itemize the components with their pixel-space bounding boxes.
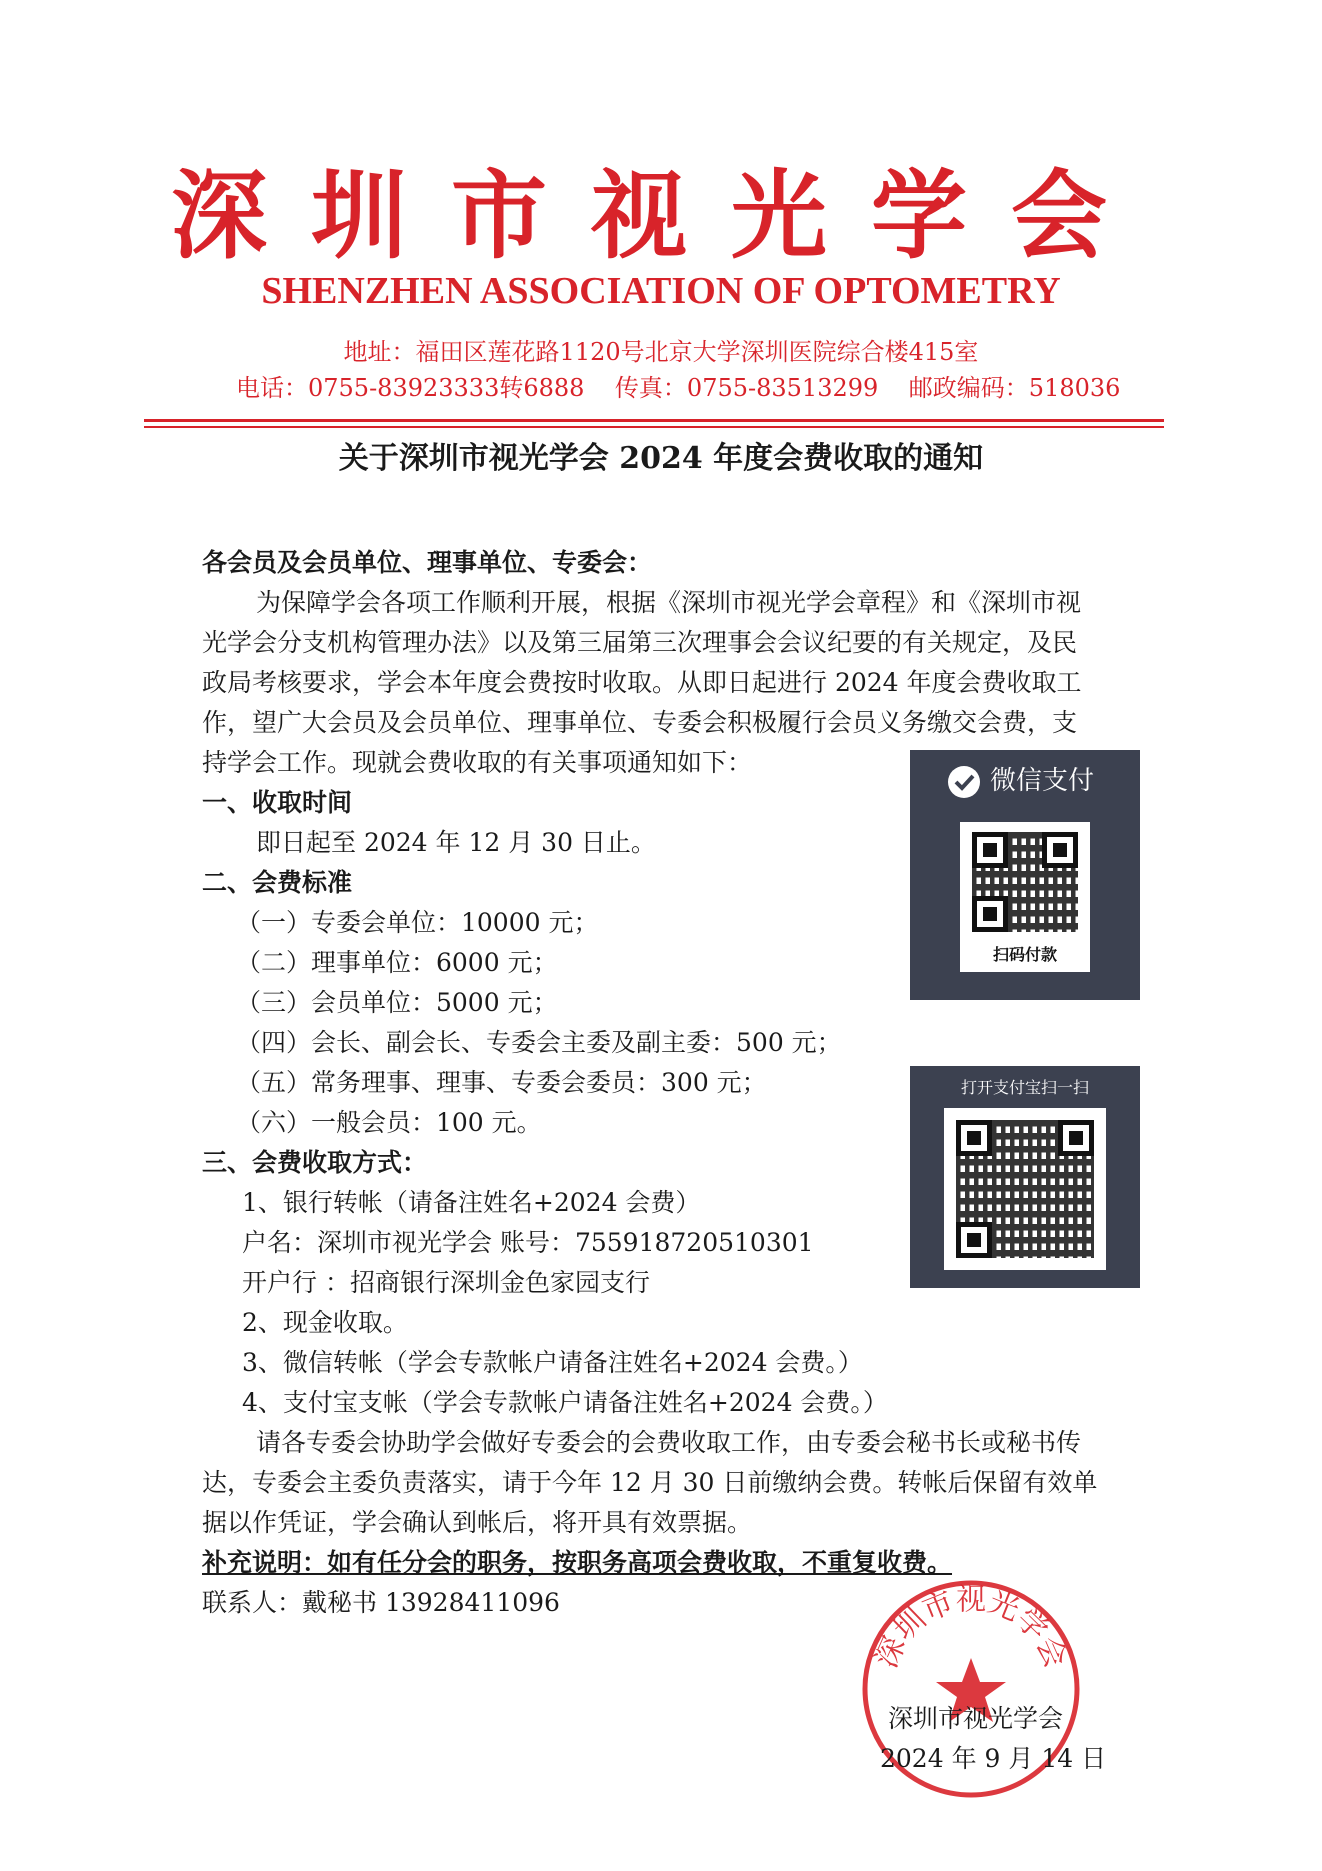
header-rule-thin <box>144 426 1164 428</box>
qr-finder <box>1042 832 1078 868</box>
method-alipay: 4、支付宝支帐（学会专款帐户请备注姓名+2024 会费。） <box>242 1388 888 1417</box>
section-heading-time: 一、收取时间 <box>202 788 353 817</box>
qr-finder <box>956 1120 992 1156</box>
intro-line: 为保障学会各项工作顺利开展，根据《深圳市视光学会章程》和《深圳市视 <box>256 588 1082 617</box>
collection-period: 即日起至 2024 年 12 月 30 日止。 <box>256 828 656 857</box>
signature-org: 深圳市视光学会 <box>888 1704 1064 1733</box>
alipay-header: 打开支付宝扫一扫 <box>960 1078 1089 1097</box>
qr-finder <box>972 832 1008 868</box>
org-contact: 电话：0755-83923333转6888 传真：0755-83513299 邮政编码：518036 <box>236 374 1121 402</box>
qr-finder <box>956 1222 992 1258</box>
org-name-english: SHENZHEN ASSOCIATION OF OPTOMETRY <box>261 270 1061 312</box>
wechat-qr-caption: 扫码付款 <box>992 945 1057 964</box>
alipay-qr-code <box>944 1108 1106 1270</box>
org-address: 地址：福田区莲花路1120号北京大学深圳医院综合楼415室 <box>343 338 979 366</box>
contact-person: 联系人：戴秘书 13928411096 <box>202 1588 560 1617</box>
intro-line: 持学会工作。现就会费收取的有关事项通知如下： <box>202 748 753 777</box>
wechat-qr-code <box>960 822 1090 972</box>
alipay-card[interactable] <box>910 1066 1140 1288</box>
header-rule <box>144 419 1164 422</box>
fee-item: （五）常务理事、理事、专委会委员：300 元； <box>236 1068 767 1097</box>
wechat-pay-card[interactable] <box>910 750 1140 1000</box>
intro-line: 光学会分支机构管理办法》以及第三届第三次理事会会议纪要的有关规定，及民 <box>202 628 1078 657</box>
wechat-pay-icon <box>946 764 982 800</box>
qr-finder <box>972 896 1008 932</box>
supplementary-note: 补充说明：如有任分会的职务，按职务高项会费收取，不重复收费。 <box>202 1548 953 1577</box>
closing-line: 据以作凭证，学会确认到帐后，将开具有效票据。 <box>202 1508 753 1537</box>
seal-text: 深圳市视光学会 <box>868 1582 1074 1674</box>
bank-account: 户名：深圳市视光学会 账号：755918720510301 <box>242 1228 814 1257</box>
qr-finder <box>1058 1120 1094 1156</box>
fee-item: （六）一般会员：100 元。 <box>236 1108 542 1137</box>
salutation: 各会员及会员单位、理事单位、专委会： <box>202 548 653 577</box>
method-wechat: 3、微信转帐（学会专款帐户请备注姓名+2024 会费。） <box>242 1348 863 1377</box>
bank-branch: 开户行 ：招商银行深圳金色家园支行 <box>242 1268 650 1297</box>
intro-line: 作，望广大会员及会员单位、理事单位、专委会积极履行会员义务缴交会费，支 <box>202 708 1078 737</box>
closing-line: 请各专委会协助学会做好专委会的会费收取工作，由专委会秘书长或秘书传 <box>256 1428 1082 1457</box>
fee-item: （一）专委会单位：10000 元； <box>236 908 599 937</box>
section-heading-methods: 三、会费收取方式： <box>202 1148 428 1177</box>
org-name-chinese: 深圳市视光学会 <box>171 159 1151 272</box>
document-title: 关于深圳市视光学会 2024 年度会费收取的通知 <box>338 441 984 476</box>
closing-line: 达，专委会主委负责落实，请于今年 12 月 30 日前缴纳会费。转帐后保留有效单 <box>202 1468 1098 1497</box>
fee-item: （四）会长、副会长、专委会主委及副主委：500 元； <box>236 1028 842 1057</box>
intro-line: 政局考核要求，学会本年度会费按时收取。从即日起进行 2024 年度会费收取工 <box>202 668 1082 697</box>
fee-item: （二）理事单位：6000 元； <box>236 948 558 977</box>
section-heading-fees: 二、会费标准 <box>202 868 353 897</box>
fee-item: （三）会员单位：5000 元； <box>236 988 558 1017</box>
wechat-pay-header: 微信支付 <box>990 766 1095 796</box>
method-bank: 1、银行转帐（请备注姓名+2024 会费） <box>242 1188 701 1217</box>
signature-date: 2024 年 9 月 14 日 <box>880 1744 1107 1773</box>
method-cash: 2、现金收取。 <box>242 1308 408 1337</box>
